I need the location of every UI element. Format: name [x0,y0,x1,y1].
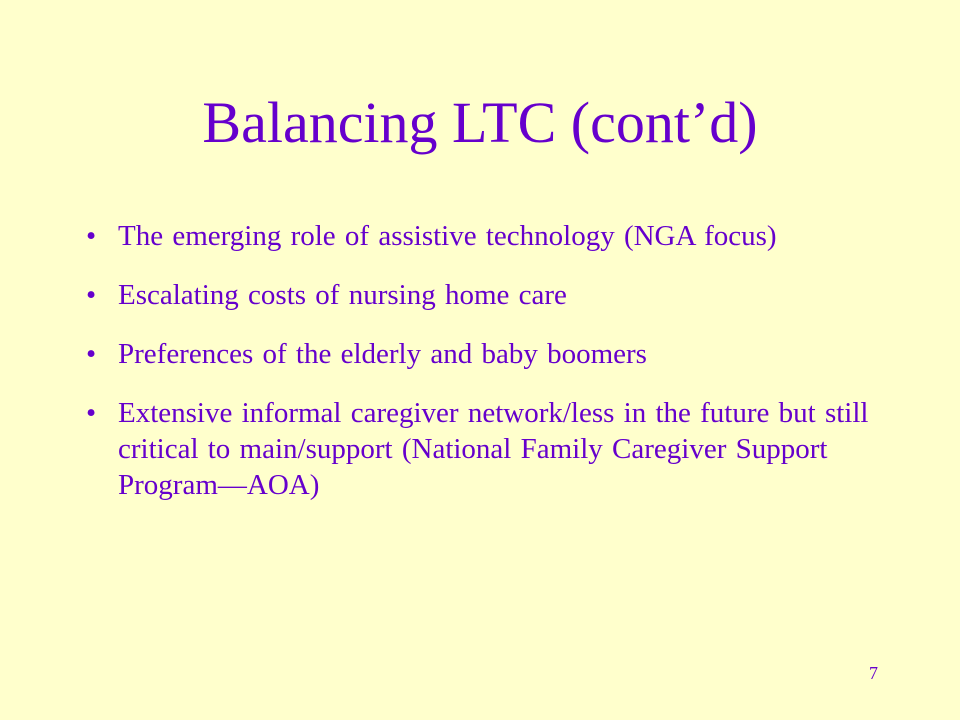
slide-number: 7 [869,663,878,683]
bullet-text: The emerging role of assistive technology (NGA focus) [118,220,777,252]
bullet-item-assistive-technology [82,218,872,254]
bullet-text: Escalating costs of nursing home care [118,279,567,311]
bullet-item-nursing-home-costs [82,277,872,313]
bullet-text: Preferences of the elderly and baby boomers [118,338,647,370]
bullet-item-caregiver-network [82,395,872,503]
bullet-dot-icon: • [86,220,97,252]
bullet-dot-icon: • [86,338,97,370]
slide-title: Balancing LTC (cont’d) [202,90,758,155]
bullet-dot-icon: • [86,397,97,429]
bullet-dot-icon: • [86,279,97,311]
bullet-text: Extensive informal caregiver network/less in the future but still critical to main/support (National Family Caregiver Support Program—AOA) [118,397,869,501]
bullet-list [82,218,872,526]
bullet-item-preferences [82,336,872,372]
